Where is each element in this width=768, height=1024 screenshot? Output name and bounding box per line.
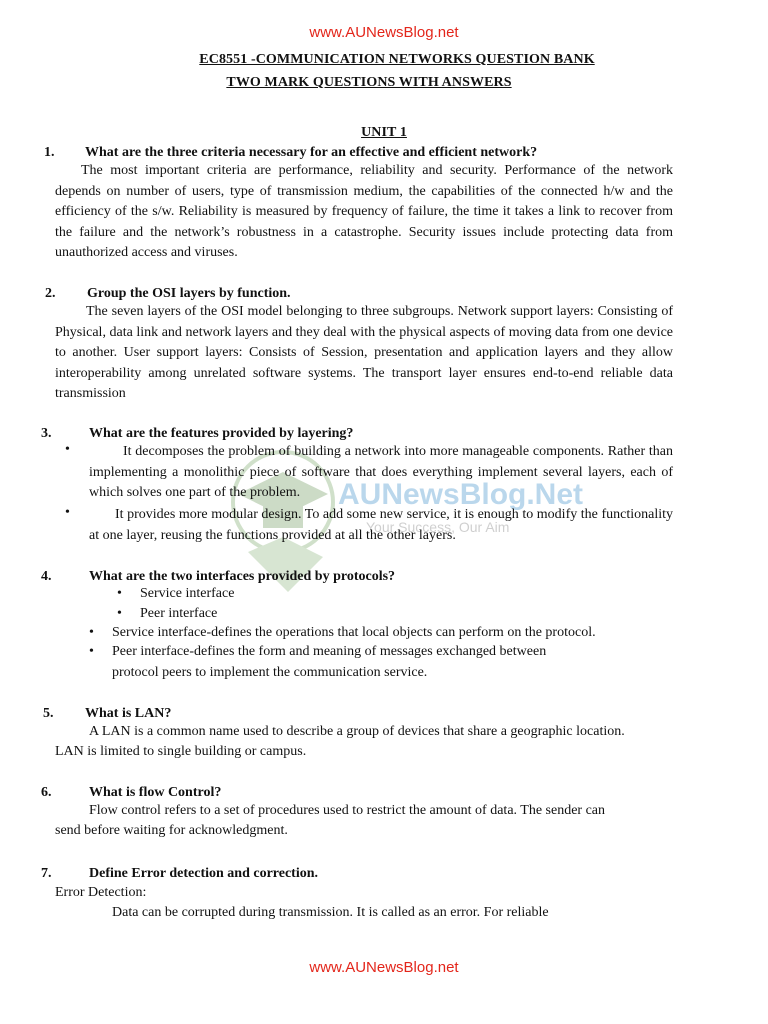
q3-bullet-1: It decomposes the problem of building a network into more manageable components. Rather than implementing a monolithic piece of software that does everything implement several layers, each of which solves one part of the problem. xyxy=(89,444,673,500)
answer-5-line-2: LAN is limited to single building or campus. xyxy=(55,744,307,759)
footer-site-link[interactable]: www.AUNewsBlog.net xyxy=(309,959,459,976)
header-site-link[interactable]: www.AUNewsBlog.net xyxy=(309,24,459,41)
question-6-number: 6. xyxy=(41,785,52,800)
question-6-text: What is flow Control? xyxy=(89,785,222,800)
answer-7-line: Data can be corrupted during transmission. It is called as an error. For reliable xyxy=(112,905,549,920)
bullet-icon: • xyxy=(65,442,70,457)
bullet-icon: • xyxy=(89,625,94,640)
answer-5-line-1: A LAN is a common name used to describe a group of devices that share a geographic location. xyxy=(89,724,625,739)
answer-6-line-2: send before waiting for acknowledgment. xyxy=(55,823,288,838)
question-5-number: 5. xyxy=(43,706,54,721)
error-detection-heading: Error Detection: xyxy=(55,885,147,900)
question-4-text: What are the two interfaces provided by protocols? xyxy=(89,569,396,584)
answer-6-line-1: Flow control refers to a set of procedures used to restrict the amount of data. The sender can xyxy=(89,803,606,818)
document-title: EC8551 -COMMUNICATION NETWORKS QUESTION BANK xyxy=(199,52,595,67)
question-3-number: 3. xyxy=(41,426,52,441)
bullet-icon: • xyxy=(117,586,122,601)
question-1-text: What are the three criteria necessary for an effective and efficient network? xyxy=(85,145,538,160)
q4-bullet-2: Peer interface-defines the form and meaning of messages exchanged between xyxy=(112,644,547,659)
answer-2: The seven layers of the OSI model belonging to three subgroups. Network support layers: Consisting of Physical, data link and network layers and they deal with the physical aspects of moving data from one device to another. User support layers: Consists of Session, presentation and application layers and they allow interoperability among unrelated software systems. The transport layer ensures end-to-end reliable data transmission xyxy=(55,304,673,401)
q4-bullet-2-continuation: protocol peers to implement the communication service. xyxy=(112,665,428,680)
bullet-icon: • xyxy=(65,505,70,520)
answer-1: The most important criteria are performance, reliability and security. Performance of the network depends on number of users, type of transmission medium, the capabilities of the connected h/w and the efficiency of the s/w. Reliability is measured by frequency of failure, the time it takes a link to recover from the failure and the network’s robustness in a catastrophe. Security issues include protecting data from unauthorized access and viruses. xyxy=(55,163,673,260)
q4-sub-bullet-1: Service interface xyxy=(140,586,235,601)
q4-bullet-1: Service interface-defines the operations that local objects can perform on the protocol. xyxy=(112,625,596,640)
question-1-number: 1. xyxy=(44,145,55,160)
question-5-text: What is LAN? xyxy=(85,706,172,721)
q3-bullet-2: It provides more modular design. To add some new service, it is enough to modify the functionality at one layer, reusing the functions provided at all the other layers. xyxy=(89,507,673,543)
question-4-number: 4. xyxy=(41,569,52,584)
question-3-text: What are the features provided by layering? xyxy=(89,426,354,441)
question-7-number: 7. xyxy=(41,866,52,881)
question-2-number: 2. xyxy=(45,286,56,301)
watermark-brand: AUNewsBlog.Net xyxy=(338,478,584,511)
question-2-text: Group the OSI layers by function. xyxy=(87,286,291,301)
q4-sub-bullet-2: Peer interface xyxy=(140,606,218,621)
bullet-icon: • xyxy=(117,606,122,621)
watermark-tagline: Your Success, Our Aim xyxy=(366,519,510,535)
unit-heading: UNIT 1 xyxy=(361,125,407,140)
question-7-text: Define Error detection and correction. xyxy=(89,866,319,881)
bullet-icon: • xyxy=(89,644,94,659)
document-subtitle: TWO MARK QUESTIONS WITH ANSWERS xyxy=(226,75,512,90)
